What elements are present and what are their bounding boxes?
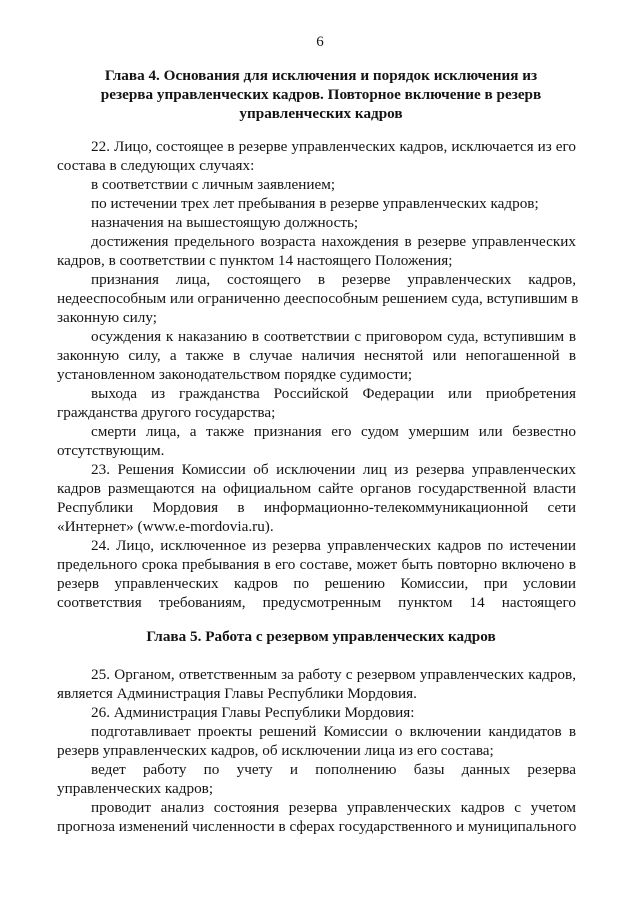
text-line: кадров, в соответствии с пунктом 14 настоящего Положения; <box>57 252 453 269</box>
text-line: признания лица, состоящего в резерве управленческих кадров, <box>91 271 576 288</box>
chapter-4-heading-line: резерва управленческих кадров. Повторное включение в резерв <box>100 86 542 103</box>
text-line: предельного срока пребывания в его составе, может быть повторно включено в <box>57 556 576 573</box>
text-line: кадров размещаются на официальном сайте органов государственной власти <box>57 480 576 497</box>
text-line: смерти лица, а также признания его судом умершим или безвестно <box>91 423 576 440</box>
text-line: отсутствующим. <box>57 442 165 459</box>
text-line: выхода из гражданства Российской Федерации или приобретения <box>91 385 576 402</box>
text-line: недееспособным или ограниченно дееспособным решением суда, вступившим в <box>57 290 579 307</box>
chapter-4-heading <box>82 66 560 123</box>
chapter-5-heading-line: Глава 5. Работа с резервом управленческих кадров <box>146 628 496 645</box>
text-line: установленном законодательством порядке судимости; <box>57 366 413 383</box>
text-line: назначения на вышестоящую должность; <box>91 214 359 231</box>
text-line: осуждения к наказанию в соответствии с приговором суда, вступившим в <box>91 328 576 345</box>
text-line: 26. Администрация Главы Республики Мордовия: <box>91 704 415 721</box>
page-number: 6 <box>316 34 324 50</box>
chapter-4-heading-line: Глава 4. Основания для исключения и порядок исключения из <box>104 67 538 84</box>
text-line: управленческих кадров; <box>57 780 214 797</box>
text-line: 24. Лицо, исключенное из резерва управленческих кадров по истечении <box>91 537 576 554</box>
text-line: резерв управленческих кадров, об исключении лица из его состава; <box>57 742 494 759</box>
text-line: гражданства другого государства; <box>57 404 276 421</box>
text-line: резерв управленческих кадров по решению Комиссии, при условии <box>57 575 576 592</box>
text-line: проводит анализ состояния резерва управленческих кадров с учетом <box>91 799 576 816</box>
text-line: состава в следующих случаях: <box>57 157 255 174</box>
chapter-4-heading-line: управленческих кадров <box>239 105 403 122</box>
text-line: 22. Лицо, состоящее в резерве управленческих кадров, исключается из его <box>91 138 576 155</box>
text-line: ведет работу по учету и пополнению базы данных резерва <box>91 761 576 778</box>
text-line: 25. Органом, ответственным за работу с резервом управленческих кадров, <box>91 666 576 683</box>
chapter-5-heading <box>82 627 560 646</box>
text-line: Республики Мордовия в информационно-телекоммуникационной сети <box>57 499 576 516</box>
text-line: подготавливает проекты решений Комиссии о включении кандидатов в <box>91 723 576 740</box>
text-line: законную силу; <box>57 309 157 326</box>
text-line: является Администрация Главы Республики Мордовия. <box>57 685 417 702</box>
text-line: достижения предельного возраста нахождения в резерве управленческих <box>91 233 576 250</box>
text-line: 23. Решения Комиссии об исключении лиц из резерва управленческих <box>91 461 576 478</box>
text-line: в соответствии с личным заявлением; <box>91 176 336 193</box>
text-line: прогноза изменений численности в сферах государственного и муниципального <box>57 818 577 835</box>
text-line: законную силу, а также в случае наличия неснятой или непогашенной в <box>57 347 576 364</box>
text-line: соответствия требованиям, предусмотренным пунктом 14 настоящего <box>57 594 576 611</box>
text-line: по истечении трех лет пребывания в резерве управленческих кадров; <box>91 195 539 212</box>
text-line: «Интернет» (www.e-mordovia.ru). <box>57 518 274 535</box>
